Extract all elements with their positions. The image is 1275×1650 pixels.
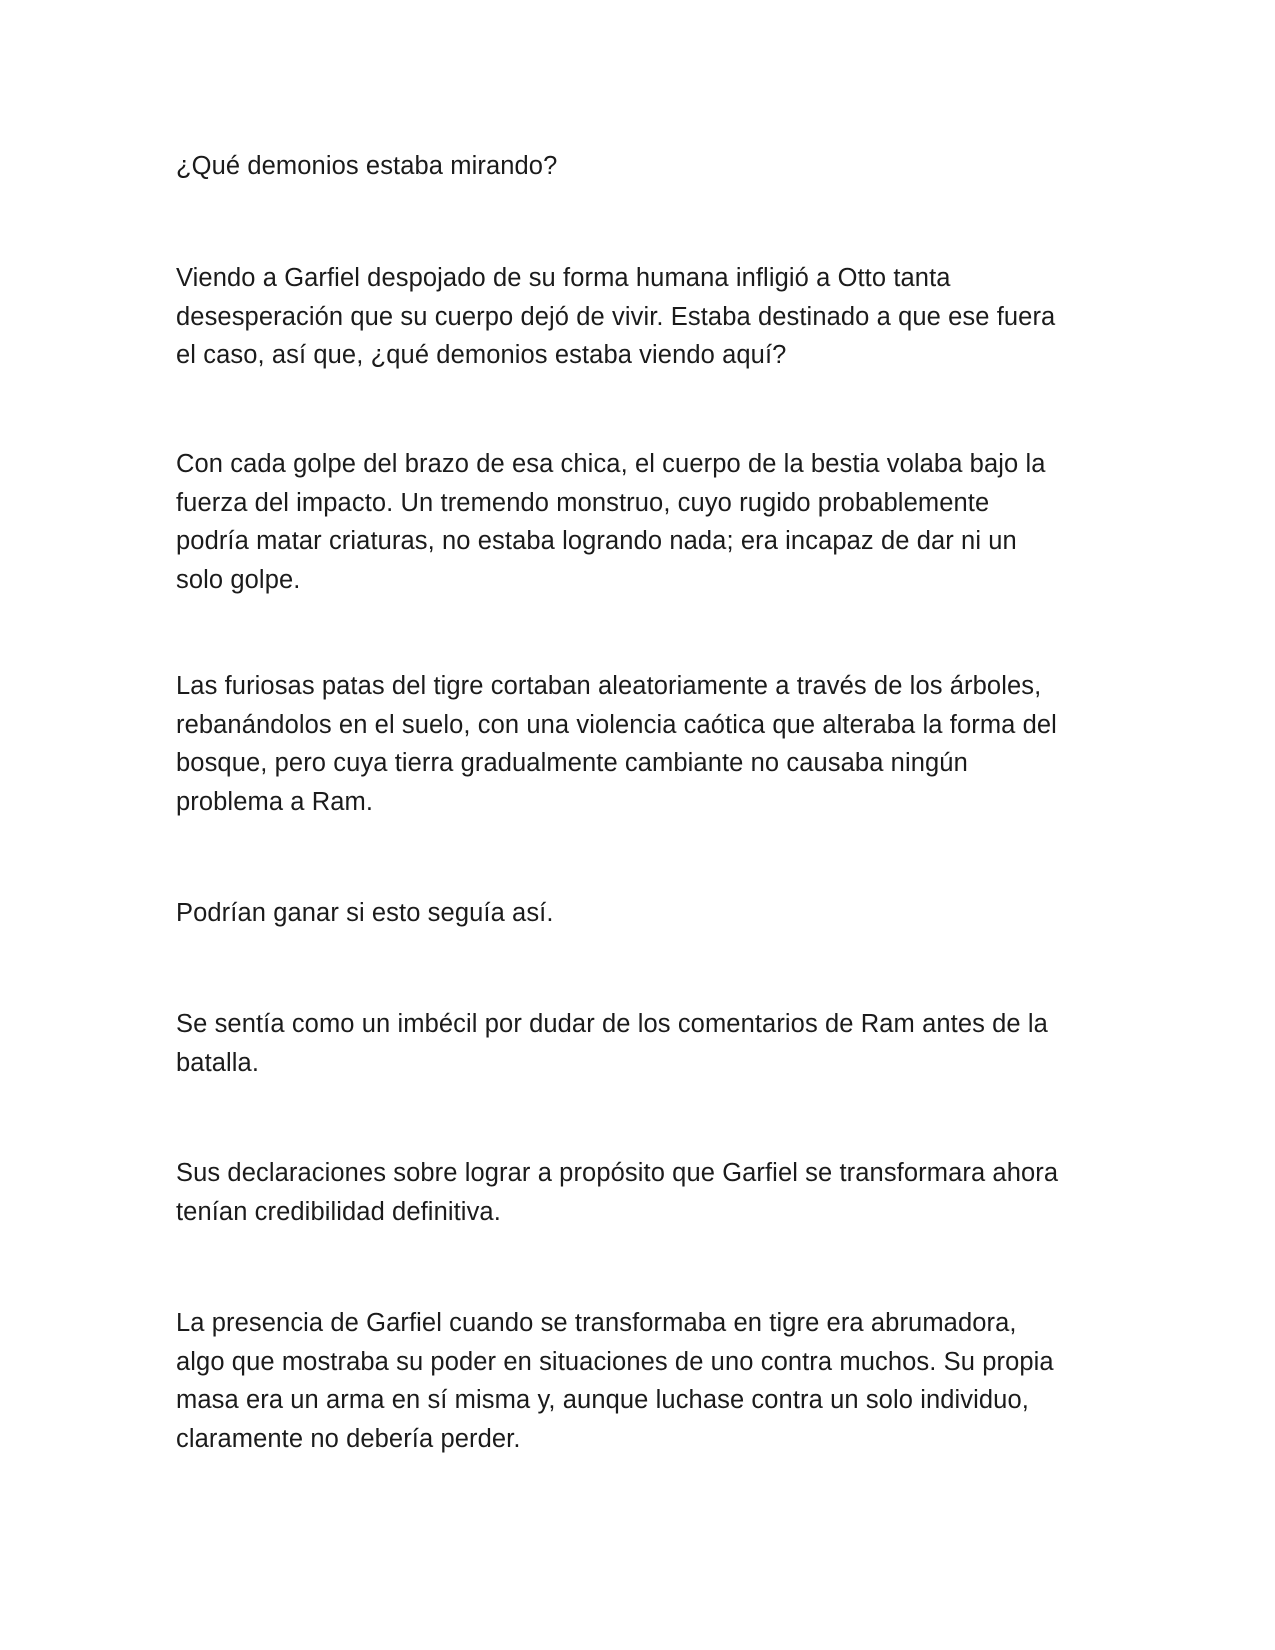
text-line: Viendo a Garfiel despojado de su forma humana infligió a Otto tanta [176,264,951,292]
paragraph-1 [176,147,1096,186]
paragraph-2 [176,259,1096,375]
paragraph-7 [176,1154,1096,1231]
text-line: desesperación que su cuerpo dejó de vivir. Estaba destinado a que ese fuera [176,302,1056,331]
text-line: solo golpe. [176,565,301,594]
text-line: Las furiosas patas del tigre cortaban aleatoriamente a través de los árboles, [176,672,1042,700]
text-line: Podrían ganar si esto seguía así. [176,899,554,927]
paragraph-8 [176,1304,1096,1458]
text-line: La presencia de Garfiel cuando se transformaba en tigre era abrumadora, [176,1309,1017,1337]
text-line: problema a Ram. [176,787,374,816]
text-line: Con cada golpe del brazo de esa chica, el cuerpo de la bestia volaba bajo la [176,450,1046,478]
text-line: Sus declaraciones sobre lograr a propósito que Garfiel se transformara ahora [176,1159,1059,1187]
text-line: el caso, así que, ¿qué demonios estaba viendo aquí? [176,341,787,369]
text-line: claramente no debería perder. [176,1424,521,1453]
text-line: algo que mostraba su poder en situaciones de uno contra muchos. Su propia [176,1347,1054,1376]
text-line: rebanándolos en el suelo, con una violencia caótica que alteraba la forma del [176,710,1057,739]
paragraph-6 [176,1005,1096,1082]
text-line: fuerza del impacto. Un tremendo monstruo, cuyo rugido probablemente [176,488,990,517]
text-line: batalla. [176,1048,260,1077]
text-line: bosque, pero cuya tierra gradualmente cambiante no causaba ningún [176,749,968,777]
text-line: podría matar criaturas, no estaba logrando nada; era incapaz de dar ni un [176,527,1017,555]
paragraph-3 [176,445,1096,599]
paragraph-5 [176,894,1096,933]
paragraph-4 [176,667,1096,821]
text-line: ¿Qué demonios estaba mirando? [176,152,558,180]
text-line: Se sentía como un imbécil por dudar de los comentarios de Ram antes de la [176,1010,1048,1038]
text-line: tenían credibilidad definitiva. [176,1197,501,1226]
text-line: masa era un arma en sí misma y, aunque luchase contra un solo individuo, [176,1386,1029,1414]
